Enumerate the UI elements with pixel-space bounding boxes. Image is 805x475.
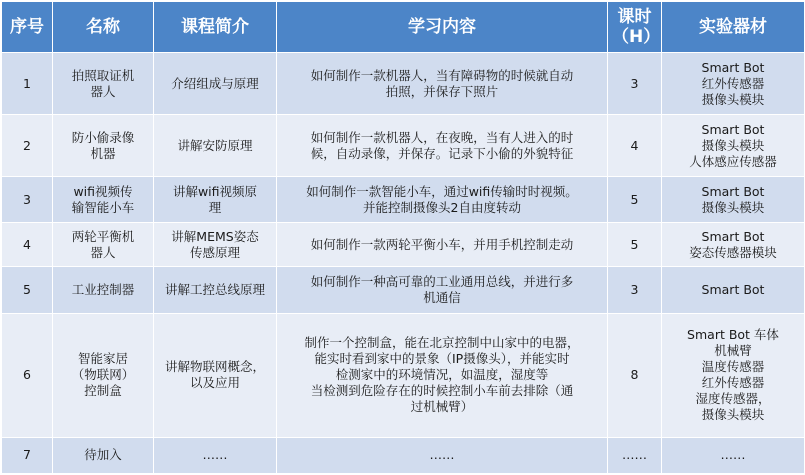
cell-name: 两轮平衡机 器人 xyxy=(53,223,154,267)
cell-content: …… xyxy=(277,437,608,473)
cell-hours: …… xyxy=(608,437,662,473)
table-row xyxy=(2,267,805,313)
cell-materials: Smart Bot 摄像头模块 人体感应传感器 xyxy=(662,115,805,177)
table-row xyxy=(2,177,805,223)
cell-materials: …… xyxy=(662,437,805,473)
header-intro: 课程简介 xyxy=(154,2,277,53)
cell-hours: 5 xyxy=(608,223,662,267)
cell-intro: 讲解安防原理 xyxy=(154,115,277,177)
cell-no: 2 xyxy=(2,115,53,177)
table-row xyxy=(2,437,805,473)
cell-intro: 讲解物联网概念， 以及应用 xyxy=(154,313,277,437)
cell-hours: 8 xyxy=(608,313,662,437)
cell-content: 如何制作一款两轮平衡小车，并用手机控制走动 xyxy=(277,223,608,267)
cell-hours: 3 xyxy=(608,53,662,115)
cell-hours: 3 xyxy=(608,267,662,313)
cell-no: 1 xyxy=(2,53,53,115)
cell-materials: Smart Bot 姿态传感器模块 xyxy=(662,223,805,267)
header-row xyxy=(2,2,805,53)
cell-content: 如何制作一款机器人，在夜晚，当有人进入的时 候，自动录像，并保存。记录下小偷的外貌特征 xyxy=(277,115,608,177)
cell-no: 6 xyxy=(2,313,53,437)
header-materials: 实验器材 xyxy=(662,2,805,53)
cell-intro: 讲解MEMS姿态 传感原理 xyxy=(154,223,277,267)
cell-name: 待加入 xyxy=(53,437,154,473)
course-table xyxy=(1,1,805,474)
cell-hours: 5 xyxy=(608,177,662,223)
cell-no: 7 xyxy=(2,437,53,473)
cell-name: 拍照取证机 器人 xyxy=(53,53,154,115)
cell-intro: 讲解工控总线原理 xyxy=(154,267,277,313)
cell-intro: …… xyxy=(154,437,277,473)
table-row xyxy=(2,313,805,437)
cell-materials: Smart Bot 红外传感器 摄像头模块 xyxy=(662,53,805,115)
cell-name: 智能家居 （物联网） 控制盒 xyxy=(53,313,154,437)
header-hours: 课时 （H） xyxy=(608,2,662,53)
table-row xyxy=(2,223,805,267)
header-name: 名称 xyxy=(53,2,154,53)
cell-materials: Smart Bot 摄像头模块 xyxy=(662,177,805,223)
header-content: 学习内容 xyxy=(277,2,608,53)
cell-materials: Smart Bot 车体 机械臂 温度传感器 红外传感器 湿度传感器， 摄像头模块 xyxy=(662,313,805,437)
cell-intro: 讲解wifi视频原 理 xyxy=(154,177,277,223)
cell-name: 防小偷录像 机器 xyxy=(53,115,154,177)
cell-content: 如何制作一款智能小车，通过wifi传输时时视频。 并能控制摄像头2自由度转动 xyxy=(277,177,608,223)
cell-intro: 介绍组成与原理 xyxy=(154,53,277,115)
cell-content: 制作一个控制盒，能在北京控制中山家中的电器， 能实时看到家中的景象（IP摄像头），并能实时 检测家中的环境情况，如温度，湿度等 当检测到危险存在的时候控制小车前去排除（通 过机械臂） xyxy=(277,313,608,437)
cell-hours: 4 xyxy=(608,115,662,177)
cell-name: wifi视频传 输智能小车 xyxy=(53,177,154,223)
table-row xyxy=(2,53,805,115)
cell-no: 5 xyxy=(2,267,53,313)
cell-materials: Smart Bot xyxy=(662,267,805,313)
table-row xyxy=(2,115,805,177)
cell-content: 如何制作一种高可靠的工业通用总线，并进行多 机通信 xyxy=(277,267,608,313)
cell-content: 如何制作一款机器人，当有障碍物的时候就自动 拍照，并保存下照片 xyxy=(277,53,608,115)
cell-no: 3 xyxy=(2,177,53,223)
cell-no: 4 xyxy=(2,223,53,267)
header-no: 序号 xyxy=(2,2,53,53)
cell-name: 工业控制器 xyxy=(53,267,154,313)
